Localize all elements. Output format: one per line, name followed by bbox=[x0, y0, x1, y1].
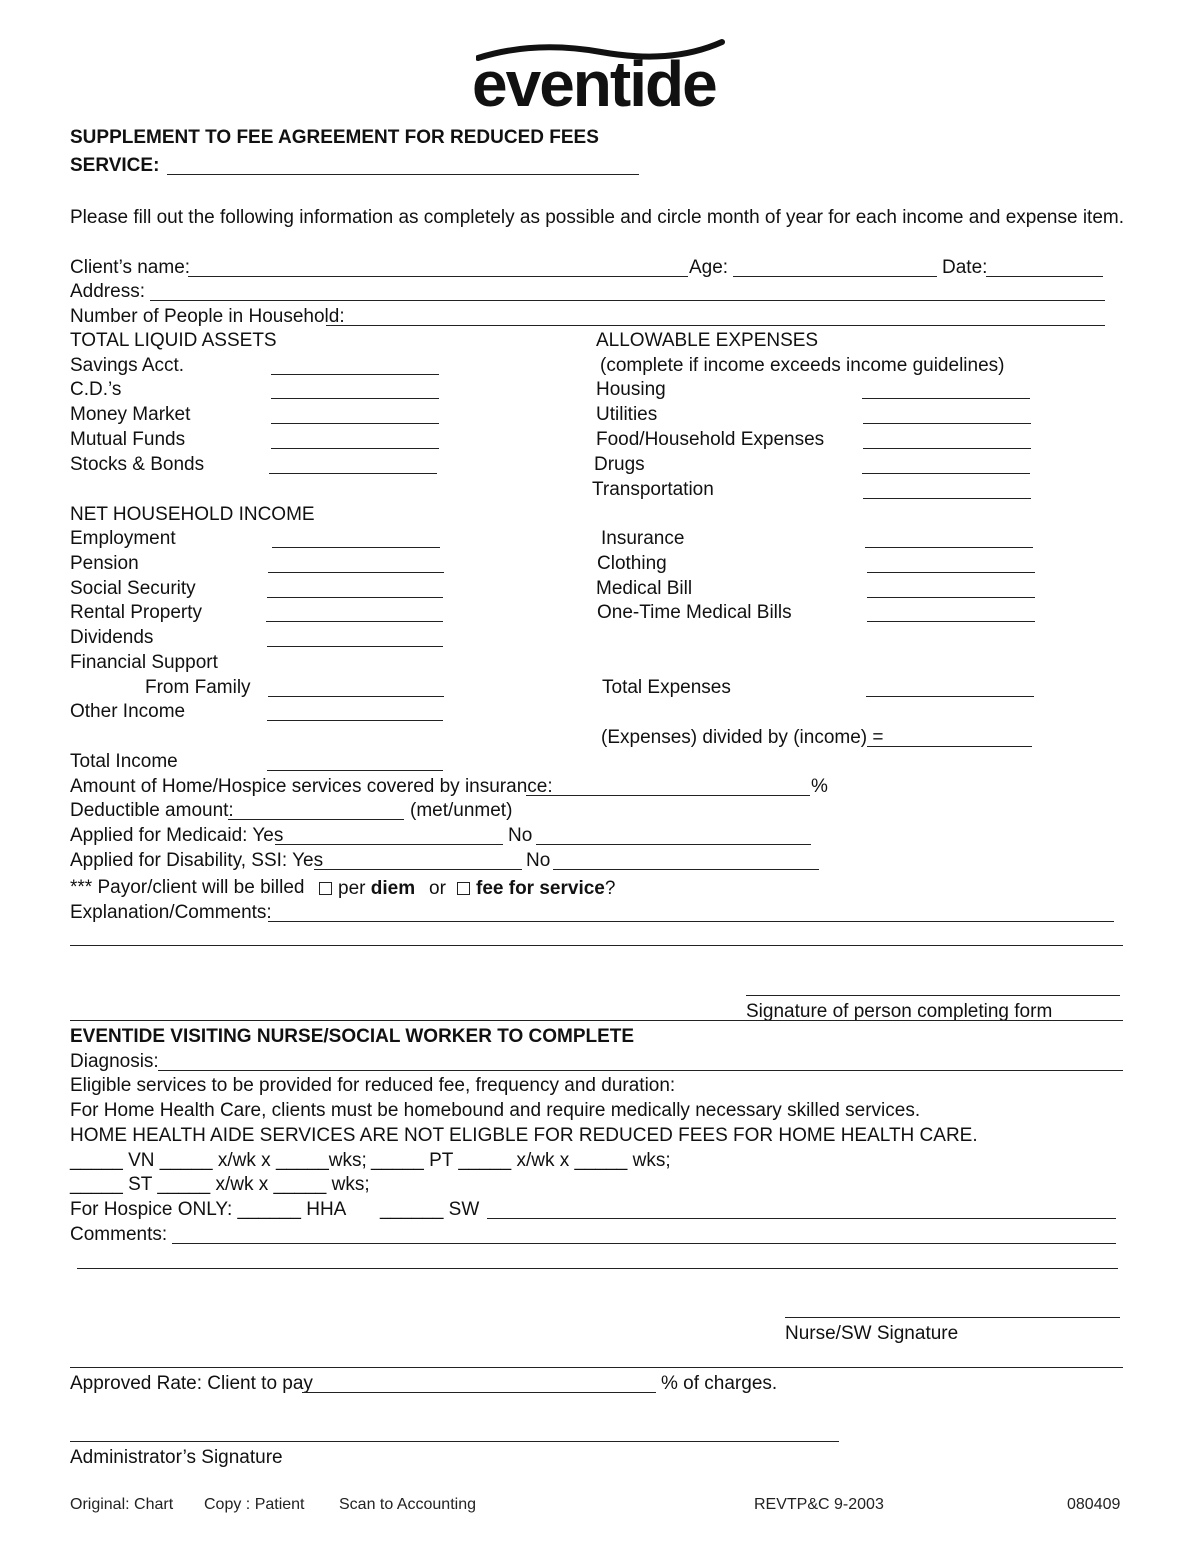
asset-field[interactable] bbox=[271, 423, 439, 424]
expenses-heading: ALLOWABLE EXPENSES bbox=[596, 330, 819, 351]
income-label: Social Security bbox=[70, 578, 196, 599]
income-field[interactable] bbox=[272, 547, 440, 548]
income-label: Dividends bbox=[70, 627, 154, 648]
financial-support-label: Financial Support bbox=[70, 652, 218, 673]
medicaid-no-field[interactable] bbox=[536, 844, 811, 845]
medicaid-no-label: No bbox=[508, 825, 533, 846]
expense-field[interactable] bbox=[862, 398, 1030, 399]
other-income-field[interactable] bbox=[267, 720, 443, 721]
expense-label: Transportation bbox=[592, 479, 714, 500]
deductible-label: Deductible amount: bbox=[70, 800, 234, 821]
total-income-field[interactable] bbox=[267, 770, 443, 771]
asset-label: Savings Acct. bbox=[70, 355, 185, 376]
expense-label: Clothing bbox=[597, 553, 667, 574]
diagnosis-field[interactable] bbox=[158, 1070, 1123, 1071]
or-label: or bbox=[429, 878, 446, 899]
income-field[interactable] bbox=[267, 597, 443, 598]
age-field[interactable] bbox=[733, 276, 937, 277]
homebound-text: For Home Health Care, clients must be homebound and require medically necessary skilled services. bbox=[70, 1100, 921, 1121]
per-diem-option[interactable]: per diem bbox=[319, 878, 415, 900]
nurse-section-heading: EVENTIDE VISITING NURSE/SOCIAL WORKER TO COMPLETE bbox=[70, 1026, 635, 1047]
hospice-sw-label[interactable]: ______ SW bbox=[380, 1199, 480, 1220]
asset-label: Mutual Funds bbox=[70, 429, 186, 450]
expense-field[interactable] bbox=[865, 547, 1033, 548]
charges-label: % of charges. bbox=[661, 1373, 778, 1394]
insurance-coverage-label: Amount of Home/Hospice services covered by insurance: bbox=[70, 776, 553, 797]
asset-field[interactable] bbox=[271, 448, 439, 449]
admin-signature-label: Administrator’s Signature bbox=[70, 1447, 283, 1468]
billed-label: *** Payor/client will be billed bbox=[70, 877, 305, 898]
client-name-label: Client’s name: bbox=[70, 257, 191, 278]
from-family-label: From Family bbox=[145, 677, 251, 698]
footer-code: 080409 bbox=[1067, 1496, 1121, 1513]
household-field[interactable] bbox=[326, 325, 1105, 326]
expense-label: Food/Household Expenses bbox=[596, 429, 825, 450]
nurse-signature-line[interactable] bbox=[785, 1317, 1120, 1318]
insurance-coverage-field[interactable] bbox=[526, 795, 810, 796]
section-divider bbox=[70, 1020, 1123, 1021]
asset-field[interactable] bbox=[269, 473, 437, 474]
vn-frequency-row[interactable]: _____ VN _____ x/wk x _____wks; bbox=[70, 1150, 367, 1171]
fee-for-service-option[interactable]: fee for service? bbox=[457, 878, 615, 900]
total-expenses-label: Total Expenses bbox=[602, 677, 731, 698]
disability-no-field[interactable] bbox=[553, 869, 819, 870]
service-label: SERVICE: bbox=[70, 155, 160, 176]
expense-label: One-Time Medical Bills bbox=[597, 602, 792, 623]
eligible-services-text: Eligible services to be provided for reduced fee, frequency and duration: bbox=[70, 1075, 676, 1096]
address-label: Address: bbox=[70, 281, 145, 302]
expense-field[interactable] bbox=[862, 473, 1030, 474]
asset-field[interactable] bbox=[271, 374, 439, 375]
total-income-label: Total Income bbox=[70, 751, 178, 772]
expense-label: Housing bbox=[596, 379, 666, 400]
footer-copy: Copy : Patient bbox=[204, 1496, 305, 1513]
admin-signature-line[interactable] bbox=[70, 1441, 839, 1442]
section-divider bbox=[70, 1367, 1123, 1368]
approved-rate-label: Approved Rate: Client to pay bbox=[70, 1373, 313, 1394]
disability-yes-field[interactable] bbox=[314, 869, 522, 870]
asset-label: Money Market bbox=[70, 404, 191, 425]
deductible-field[interactable] bbox=[228, 819, 404, 820]
income-label: Employment bbox=[70, 528, 176, 549]
footer-scan: Scan to Accounting bbox=[339, 1496, 476, 1513]
medicaid-yes-field[interactable] bbox=[275, 844, 503, 845]
form-title: SUPPLEMENT TO FEE AGREEMENT FOR REDUCED FEES bbox=[70, 127, 599, 148]
expenses-subheading: (complete if income exceeds income guidelines) bbox=[600, 355, 1005, 376]
expense-field[interactable] bbox=[863, 423, 1031, 424]
expense-label: Utilities bbox=[596, 404, 658, 425]
other-income-label: Other Income bbox=[70, 701, 186, 722]
expense-field[interactable] bbox=[863, 498, 1031, 499]
pt-frequency-row[interactable]: _____ PT _____ x/wk x _____ wks; bbox=[371, 1150, 671, 1171]
income-field[interactable] bbox=[268, 572, 444, 573]
disability-yes-label: Applied for Disability, SSI: Yes bbox=[70, 850, 324, 871]
client-name-field[interactable] bbox=[188, 276, 688, 277]
household-label: Number of People in Household: bbox=[70, 306, 345, 327]
income-field[interactable] bbox=[266, 621, 443, 622]
income-field[interactable] bbox=[267, 646, 443, 647]
total-expenses-field[interactable] bbox=[866, 696, 1034, 697]
explanation-field-line-2[interactable] bbox=[70, 945, 1123, 946]
disability-no-label: No bbox=[526, 850, 551, 871]
aide-notice-text: HOME HEALTH AIDE SERVICES ARE NOT ELIGBLE FOR REDUCED FEES FOR HOME HEALTH CARE. bbox=[70, 1125, 978, 1146]
nurse-comments-label: Comments: bbox=[70, 1224, 168, 1245]
ratio-field[interactable] bbox=[867, 746, 1032, 747]
asset-field[interactable] bbox=[271, 398, 439, 399]
date-field[interactable] bbox=[986, 276, 1103, 277]
diagnosis-label: Diagnosis: bbox=[70, 1051, 159, 1072]
hospice-sw-field[interactable] bbox=[487, 1218, 1116, 1219]
asset-label: C.D.’s bbox=[70, 379, 122, 400]
nurse-signature-label: Nurse/SW Signature bbox=[785, 1323, 959, 1344]
medicaid-yes-label: Applied for Medicaid: Yes bbox=[70, 825, 284, 846]
ratio-label: (Expenses) divided by (income) = bbox=[601, 727, 884, 748]
footer-revision: REVTP&C 9-2003 bbox=[754, 1496, 884, 1513]
completing-signature-line[interactable] bbox=[746, 995, 1120, 996]
age-label: Age: bbox=[689, 257, 729, 278]
checkbox-icon[interactable] bbox=[319, 882, 332, 895]
approved-rate-field[interactable] bbox=[302, 1392, 656, 1393]
st-frequency-row[interactable]: _____ ST _____ x/wk x _____ wks; bbox=[70, 1174, 370, 1195]
from-family-field[interactable] bbox=[268, 696, 444, 697]
logo: eventide bbox=[472, 48, 716, 120]
checkbox-icon[interactable] bbox=[457, 882, 470, 895]
instructions-text: Please fill out the following information as completely as possible and circle month of year for each income and expense item. bbox=[70, 207, 1124, 228]
expense-label: Insurance bbox=[601, 528, 685, 549]
expense-field[interactable] bbox=[867, 597, 1035, 598]
completing-signature-label: Signature of person completing form bbox=[746, 1001, 1053, 1022]
expense-label: Drugs bbox=[594, 454, 645, 475]
footer-original: Original: Chart bbox=[70, 1496, 174, 1513]
expense-field[interactable] bbox=[863, 448, 1031, 449]
income-heading: NET HOUSEHOLD INCOME bbox=[70, 504, 315, 525]
income-label: Rental Property bbox=[70, 602, 203, 623]
percent-sign: % bbox=[811, 776, 828, 797]
explanation-label: Explanation/Comments: bbox=[70, 902, 272, 923]
nurse-comments-field-line-2[interactable] bbox=[77, 1268, 1118, 1269]
address-field[interactable] bbox=[150, 300, 1105, 301]
met-unmet-label: (met/unmet) bbox=[410, 800, 513, 821]
nurse-comments-field[interactable] bbox=[172, 1243, 1116, 1244]
explanation-field[interactable] bbox=[268, 921, 1114, 922]
expense-field[interactable] bbox=[867, 572, 1035, 573]
hospice-hha-label[interactable]: For Hospice ONLY: ______ HHA bbox=[70, 1199, 347, 1220]
assets-heading: TOTAL LIQUID ASSETS bbox=[70, 330, 277, 351]
expense-field[interactable] bbox=[867, 621, 1035, 622]
asset-label: Stocks & Bonds bbox=[70, 454, 205, 475]
service-field[interactable] bbox=[167, 174, 639, 175]
date-label: Date: bbox=[942, 257, 988, 278]
income-label: Pension bbox=[70, 553, 139, 574]
expense-label: Medical Bill bbox=[596, 578, 693, 599]
